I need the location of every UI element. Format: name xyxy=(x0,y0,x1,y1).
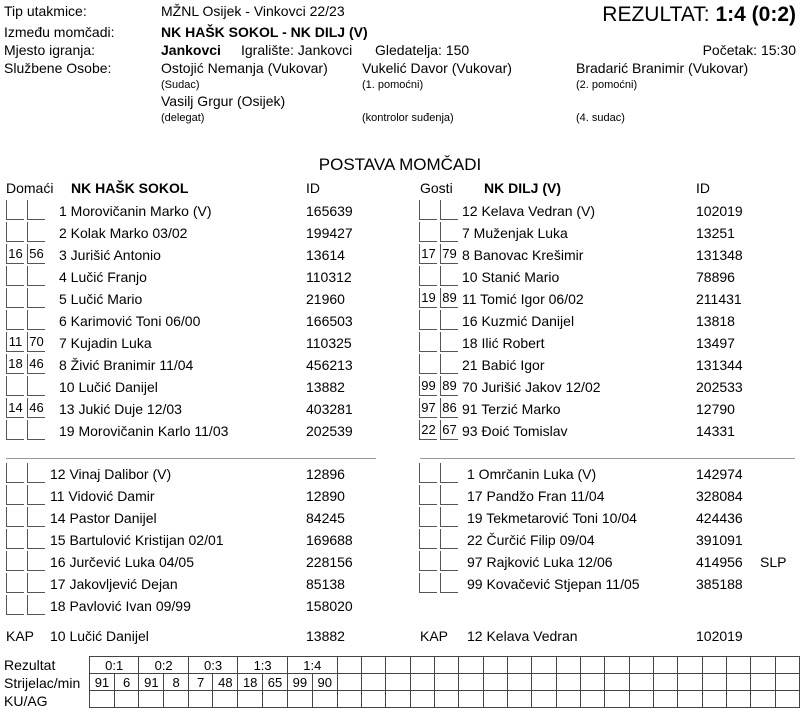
away-captain: 12 Kelava Vedran xyxy=(467,628,578,644)
away-starter-player: 10 Stanić Mario xyxy=(462,269,560,285)
empty-cell xyxy=(751,657,775,674)
empty-cell xyxy=(434,691,458,708)
away-sub-box-2 xyxy=(440,551,458,571)
away-sub-box-2 xyxy=(440,529,458,549)
home-starter-box-2 xyxy=(27,222,45,242)
home-sub-player: 15 Bartulović Kristijan 02/01 xyxy=(50,532,224,548)
home-sub-box-1 xyxy=(6,507,24,527)
empty-cell xyxy=(678,691,702,708)
empty-cell xyxy=(775,691,799,708)
empty-cell xyxy=(483,657,507,674)
away-starter-box-1: 22 xyxy=(419,420,437,440)
empty-cell xyxy=(726,691,750,708)
empty-cell xyxy=(386,674,410,691)
home-starter-box-1 xyxy=(6,420,24,440)
empty-cell xyxy=(580,674,604,691)
scorer-minute: 90 xyxy=(312,674,337,691)
rezultat-label: Rezultat xyxy=(4,657,56,673)
away-starter-box-2 xyxy=(440,332,458,352)
empty-cell xyxy=(361,691,385,708)
home-starter-player-id: 456213 xyxy=(306,357,353,373)
home-sub-player: 14 Pastor Danijel xyxy=(50,510,157,526)
empty-cell xyxy=(459,691,483,708)
home-starter-player-id: 403281 xyxy=(306,401,353,417)
away-sub-player-id: 385188 xyxy=(696,576,743,592)
home-starter-box-1 xyxy=(6,288,24,308)
empty-cell xyxy=(532,657,556,674)
home-starter-player-id: 202539 xyxy=(306,423,353,439)
strijelac-label: Strijelac/min xyxy=(4,675,81,691)
official-name: Bradarić Branimir (Vukovar) xyxy=(576,60,749,76)
away-sub-player-id: 414956 xyxy=(696,554,743,570)
officials-label: Službene Osobe: xyxy=(4,60,112,76)
away-starter-box-1 xyxy=(419,266,437,286)
away-starter-player: 7 Muženjak Luka xyxy=(462,225,568,241)
empty-cell xyxy=(629,691,653,708)
home-sub-player: 17 Jakovljević Dejan xyxy=(50,576,178,592)
home-divider xyxy=(6,458,376,459)
empty-cell xyxy=(410,691,434,708)
empty-cell xyxy=(312,691,337,708)
home-captain: 10 Lučić Danijel xyxy=(50,628,149,644)
away-starter-player: 8 Banovac Krešimir xyxy=(462,247,584,263)
kuag-row xyxy=(90,691,800,708)
home-starter-player: 6 Karimović Toni 06/00 xyxy=(59,313,201,329)
away-sub-box-1 xyxy=(419,551,437,571)
away-sub-box-1 xyxy=(419,463,437,483)
empty-cell xyxy=(337,657,361,674)
away-team-name: NK DILJ (V) xyxy=(484,180,561,196)
empty-cell xyxy=(459,657,483,674)
home-sub-player: 16 Jurčević Luka 04/05 xyxy=(50,554,194,570)
between-value: NK HAŠK SOKOL - NK DILJ (V) xyxy=(161,24,368,40)
scorer-minute: 6 xyxy=(114,674,139,691)
empty-cell xyxy=(434,674,458,691)
away-sub-box-1 xyxy=(419,529,437,549)
score-row xyxy=(90,657,800,674)
empty-cell xyxy=(556,674,580,691)
away-starter-player: 93 Đoić Tomislav xyxy=(462,423,568,439)
away-starter-player: 70 Jurišić Jakov 12/02 xyxy=(462,379,601,395)
empty-cell xyxy=(213,691,238,708)
home-starter-player: 1 Morovičanin Marko (V) xyxy=(59,203,212,219)
place-value: Jankovci xyxy=(161,42,221,58)
empty-cell xyxy=(507,657,531,674)
home-captain-id: 13882 xyxy=(306,628,345,644)
away-sub-box-1 xyxy=(419,507,437,527)
away-starter-box-1 xyxy=(419,332,437,352)
home-starter-player-id: 199427 xyxy=(306,225,353,241)
official-role: (delegat) xyxy=(161,112,205,124)
away-starter-player: 16 Kuzmić Danijel xyxy=(462,313,575,329)
empty-cell xyxy=(164,691,189,708)
empty-cell xyxy=(507,674,531,691)
empty-cell xyxy=(556,691,580,708)
away-starter-box-1: 99 xyxy=(419,376,437,396)
lineup-title: POSTAVA MOMČADI xyxy=(318,155,482,174)
empty-cell xyxy=(702,657,726,674)
result-label: REZULTAT: xyxy=(602,3,710,26)
away-sub-player: 17 Pandžo Fran 11/04 xyxy=(467,488,605,504)
empty-cell xyxy=(702,691,726,708)
away-sub-player: 99 Kovačević Stjepan 11/05 xyxy=(467,576,640,592)
empty-cell xyxy=(90,691,115,708)
scorer-number: 99 xyxy=(287,674,312,691)
scorer-minute: 8 xyxy=(164,674,189,691)
score-cell: 1:3 xyxy=(238,657,288,674)
home-starter-box-2: 70 xyxy=(27,332,45,352)
away-sub-player: 97 Rajković Luka 12/06 xyxy=(467,554,613,570)
home-starter-box-2 xyxy=(27,200,45,220)
away-sub-player-id: 424436 xyxy=(696,510,743,526)
away-starter-player-id: 13251 xyxy=(696,225,735,241)
score-cell: 0:1 xyxy=(90,657,139,674)
away-starter-box-1 xyxy=(419,222,437,242)
official-name: Vasilj Grgur (Osijek) xyxy=(161,93,286,109)
home-starter-player-id: 165639 xyxy=(306,203,353,219)
empty-cell xyxy=(629,674,653,691)
away-sub-player-id: 328084 xyxy=(696,488,743,504)
away-sub-player-note: SLP xyxy=(760,554,787,570)
empty-cell xyxy=(238,691,263,708)
home-starter-player-id: 13882 xyxy=(306,379,345,395)
home-starter-player: 8 Živić Branimir 11/04 xyxy=(59,357,194,373)
score-cell: 0:2 xyxy=(139,657,188,674)
home-sub-player-id: 85138 xyxy=(306,576,345,592)
home-sub-box-1 xyxy=(6,485,24,505)
empty-cell xyxy=(605,674,629,691)
home-starter-box-2 xyxy=(27,288,45,308)
home-sub-player: 12 Vinaj Dalibor (V) xyxy=(50,466,172,482)
home-starter-box-1 xyxy=(6,266,24,286)
home-captain-label: KAP xyxy=(6,628,35,644)
home-starter-box-2: 46 xyxy=(27,354,45,374)
away-starter-box-1 xyxy=(419,354,437,374)
home-sub-box-2 xyxy=(27,595,45,615)
spectators: Gledatelja: 150 xyxy=(375,42,470,58)
empty-cell xyxy=(361,674,385,691)
away-sub-player: 1 Omrčanin Luka (V) xyxy=(467,466,597,482)
home-starter-player-id: 21960 xyxy=(306,291,345,307)
away-starter-box-2 xyxy=(440,310,458,330)
home-starter-box-1 xyxy=(6,310,24,330)
away-sub-box-2 xyxy=(440,485,458,505)
away-starter-box-2: 89 xyxy=(440,376,458,396)
home-sub-box-2 xyxy=(27,485,45,505)
empty-cell xyxy=(337,674,361,691)
home-starter-box-1: 14 xyxy=(6,398,24,418)
away-starter-player-id: 13818 xyxy=(696,313,735,329)
away-sub-player: 19 Tekmetarović Toni 10/04 xyxy=(467,510,637,526)
empty-cell xyxy=(434,657,458,674)
away-starter-player-id: 12790 xyxy=(696,401,735,417)
empty-cell xyxy=(139,691,164,708)
away-sub-box-1 xyxy=(419,573,437,593)
away-captain-label: KAP xyxy=(420,628,449,644)
empty-cell xyxy=(556,657,580,674)
home-id-header: ID xyxy=(306,180,320,196)
empty-cell xyxy=(702,674,726,691)
away-sub-box-2 xyxy=(440,507,458,527)
away-starter-box-2: 89 xyxy=(440,288,458,308)
empty-cell xyxy=(483,691,507,708)
away-starter-box-2: 67 xyxy=(440,420,458,440)
away-starter-player-id: 14331 xyxy=(696,423,735,439)
home-starter-player: 5 Lučić Mario xyxy=(59,291,143,307)
ground: Igralište: Jankovci xyxy=(241,42,353,58)
away-starter-player-id: 13497 xyxy=(696,335,735,351)
home-sub-player-id: 12896 xyxy=(306,466,345,482)
result xyxy=(560,3,796,27)
empty-cell xyxy=(386,691,410,708)
away-side-label: Gosti xyxy=(420,180,453,196)
empty-cell xyxy=(507,691,531,708)
kuag-label: KU/AG xyxy=(4,693,48,709)
match-type: MŽNL Osijek - Vinkovci 22/23 xyxy=(161,3,345,19)
away-starter-player-id: 202533 xyxy=(696,379,743,395)
official-name: Ostojić Nemanja (Vukovar) xyxy=(161,60,328,76)
away-starter-box-1 xyxy=(419,310,437,330)
empty-cell xyxy=(605,691,629,708)
empty-cell xyxy=(459,674,483,691)
home-starter-player: 10 Lučić Danijel xyxy=(59,379,158,395)
away-starter-player-id: 102019 xyxy=(696,203,743,219)
away-sub-player-id: 142974 xyxy=(696,466,743,482)
away-starter-player-id: 78896 xyxy=(696,269,735,285)
empty-cell xyxy=(726,657,750,674)
empty-cell xyxy=(188,691,213,708)
home-starter-box-1 xyxy=(6,222,24,242)
home-team-name: NK HAŠK SOKOL xyxy=(71,180,189,196)
score-cell: 1:4 xyxy=(287,657,337,674)
home-sub-box-2 xyxy=(27,529,45,549)
home-sub-player-id: 84245 xyxy=(306,510,345,526)
empty-cell xyxy=(678,657,702,674)
empty-cell xyxy=(337,691,361,708)
home-starter-player: 7 Kujadin Luka xyxy=(59,335,152,351)
home-side-label: Domaći xyxy=(6,180,54,196)
away-sub-player-id: 391091 xyxy=(696,532,743,548)
empty-cell xyxy=(678,674,702,691)
empty-cell xyxy=(751,674,775,691)
match-type-label: Tip utakmice: xyxy=(4,3,87,19)
away-sub-box-2 xyxy=(440,573,458,593)
home-starter-box-2 xyxy=(27,266,45,286)
away-starter-box-1: 17 xyxy=(419,244,437,264)
away-sub-box-1 xyxy=(419,485,437,505)
empty-cell xyxy=(629,657,653,674)
away-starter-player: 11 Tomić Igor 06/02 xyxy=(462,291,584,307)
home-sub-box-1 xyxy=(6,595,24,615)
scorer-number: 91 xyxy=(90,674,115,691)
home-starter-box-2 xyxy=(27,376,45,396)
empty-cell xyxy=(410,657,434,674)
away-starter-box-1 xyxy=(419,200,437,220)
home-sub-box-2 xyxy=(27,507,45,527)
empty-cell xyxy=(775,674,799,691)
home-starter-box-1 xyxy=(6,376,24,396)
score-grid xyxy=(89,656,800,708)
home-starter-box-1: 16 xyxy=(6,244,24,264)
home-sub-player-id: 228156 xyxy=(306,554,353,570)
away-starter-box-1: 19 xyxy=(419,288,437,308)
home-sub-box-1 xyxy=(6,463,24,483)
away-starter-player: 91 Terzić Marko xyxy=(462,401,561,417)
home-starter-player-id: 110325 xyxy=(306,335,352,351)
empty-cell xyxy=(532,674,556,691)
away-starter-box-2: 86 xyxy=(440,398,458,418)
empty-cell xyxy=(532,691,556,708)
scorer-number: 18 xyxy=(238,674,263,691)
away-starter-player-id: 131348 xyxy=(696,247,743,263)
official-role: (2. pomoćni) xyxy=(576,79,638,91)
away-starter-box-1: 97 xyxy=(419,398,437,418)
home-starter-box-1: 18 xyxy=(6,354,24,374)
away-starter-box-2 xyxy=(440,222,458,242)
away-sub-box-2 xyxy=(440,463,458,483)
home-sub-player: 18 Pavlović Ivan 09/99 xyxy=(50,598,191,614)
empty-cell xyxy=(653,674,677,691)
start-time: Početak: 15:30 xyxy=(702,42,796,58)
official-role: (kontrolor suđenja) xyxy=(362,112,454,124)
home-sub-box-2 xyxy=(27,551,45,571)
away-starter-player-id: 131344 xyxy=(696,357,743,373)
away-divider xyxy=(420,458,795,459)
home-sub-box-1 xyxy=(6,573,24,593)
empty-cell xyxy=(386,657,410,674)
home-starter-player-id: 166503 xyxy=(306,313,353,329)
home-sub-player: 11 Vidović Damir xyxy=(50,488,155,504)
between-label: Između momčadi: xyxy=(4,24,115,40)
empty-cell xyxy=(361,657,385,674)
home-starter-box-2: 56 xyxy=(27,244,45,264)
home-starter-player: 2 Kolak Marko 03/02 xyxy=(59,225,188,241)
empty-cell xyxy=(653,657,677,674)
empty-cell xyxy=(580,691,604,708)
official-name: Vukelić Davor (Vukovar) xyxy=(362,60,512,76)
empty-cell xyxy=(726,674,750,691)
away-starter-player: 18 Ilić Robert xyxy=(462,335,545,351)
away-captain-id: 102019 xyxy=(696,628,743,644)
scorer-row xyxy=(90,674,800,691)
scorer-minute: 65 xyxy=(263,674,288,691)
away-starter-box-2 xyxy=(440,200,458,220)
home-starter-box-1 xyxy=(6,200,24,220)
empty-cell xyxy=(287,691,312,708)
home-starter-player: 13 Jukić Duje 12/03 xyxy=(59,401,182,417)
away-starter-box-2: 79 xyxy=(440,244,458,264)
official-role: (1. pomoćni) xyxy=(362,79,424,91)
official-role: (Sudac) xyxy=(161,79,200,91)
empty-cell xyxy=(263,691,288,708)
place-label: Mjesto igranja: xyxy=(4,42,96,58)
empty-cell xyxy=(751,691,775,708)
empty-cell xyxy=(653,691,677,708)
home-sub-player-id: 158020 xyxy=(306,598,353,614)
empty-cell xyxy=(114,691,139,708)
away-starter-player: 12 Kelava Vedran (V) xyxy=(462,203,596,219)
home-starter-player-id: 13614 xyxy=(306,247,345,263)
away-starter-player-id: 211431 xyxy=(696,291,742,307)
home-starter-player: 4 Lučić Franjo xyxy=(59,269,147,285)
home-starter-box-2: 46 xyxy=(27,398,45,418)
home-starter-box-2 xyxy=(27,310,45,330)
home-starter-player: 3 Jurišić Antonio xyxy=(59,247,161,263)
home-starter-player: 19 Morovičanin Karlo 11/03 xyxy=(59,423,229,439)
away-starter-player: 21 Babić Igor xyxy=(462,357,545,373)
result-value: 1:4 (0:2) xyxy=(715,3,796,26)
away-starter-box-2 xyxy=(440,266,458,286)
scorer-minute: 48 xyxy=(213,674,238,691)
home-starter-box-2 xyxy=(27,420,45,440)
home-sub-box-2 xyxy=(27,463,45,483)
empty-cell xyxy=(410,674,434,691)
away-id-header: ID xyxy=(696,180,710,196)
home-starter-player-id: 110312 xyxy=(306,269,352,285)
empty-cell xyxy=(580,657,604,674)
official-role: (4. sudac) xyxy=(576,112,625,124)
home-sub-box-1 xyxy=(6,529,24,549)
away-sub-player: 22 Čurčić Filip 09/04 xyxy=(467,532,595,548)
empty-cell xyxy=(775,657,799,674)
home-sub-player-id: 12890 xyxy=(306,488,345,504)
empty-cell xyxy=(483,674,507,691)
home-starter-box-1: 11 xyxy=(6,332,24,352)
away-starter-box-2 xyxy=(440,354,458,374)
home-sub-player-id: 169688 xyxy=(306,532,353,548)
scorer-number: 91 xyxy=(139,674,164,691)
score-cell: 0:3 xyxy=(188,657,237,674)
scorer-number: 7 xyxy=(188,674,213,691)
empty-cell xyxy=(605,657,629,674)
home-sub-box-1 xyxy=(6,551,24,571)
home-sub-box-2 xyxy=(27,573,45,593)
